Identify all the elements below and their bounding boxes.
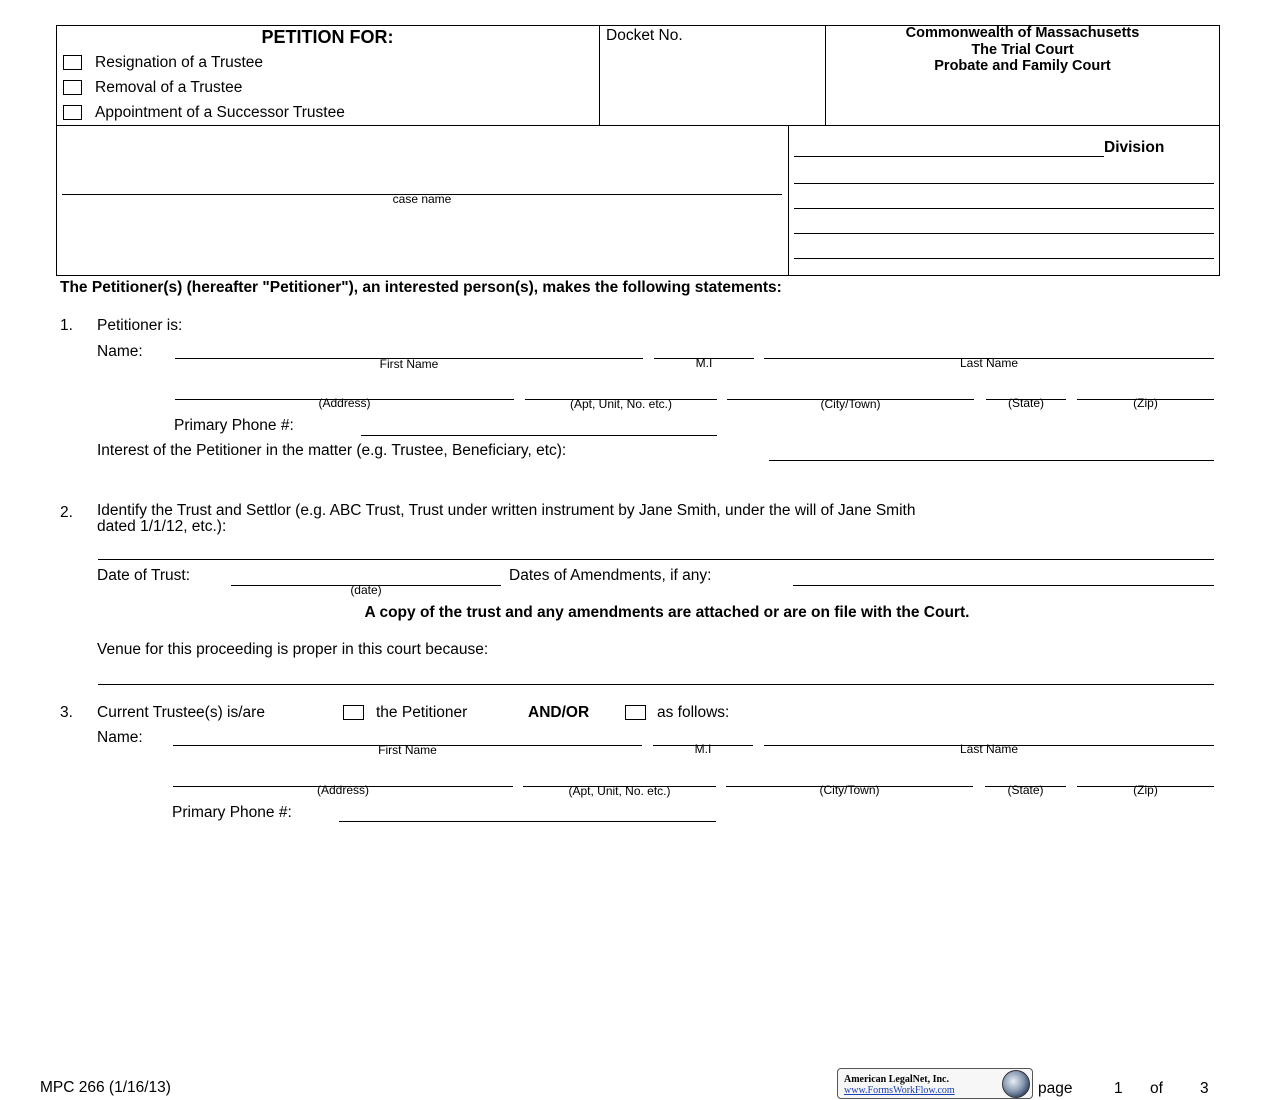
amendment-dates-input[interactable] — [793, 567, 1214, 586]
caption-zip: (Zip) — [1133, 396, 1158, 410]
section1-interest-label: Interest of the Petitioner in the matter (e.g. Trustee, Beneficiary, etc): — [97, 442, 567, 459]
intro-statement: The Petitioner(s) (hereafter "Petitioner"), an interested person(s), makes the following statements: — [60, 279, 782, 296]
caption-first-name: First Name — [379, 357, 439, 371]
trust-settlor-input[interactable] — [98, 541, 1214, 560]
section2-number: 2. — [60, 504, 73, 521]
petitioner-option-label: the Petitioner — [376, 704, 468, 721]
date-caption: (date) — [350, 583, 382, 597]
case-name-caption: case name — [392, 192, 452, 206]
date-of-trust-label: Date of Trust: — [97, 567, 191, 584]
trustee-caption-apt: (Apt, Unit, No. etc.) — [568, 784, 671, 798]
venue-reason-input[interactable] — [98, 666, 1214, 685]
trustee-phone-input[interactable] — [339, 803, 716, 822]
removal-checkbox[interactable] — [63, 80, 82, 95]
caption-address: (Address) — [318, 396, 371, 410]
page-word: page — [1038, 1080, 1073, 1097]
resignation-checkbox[interactable] — [63, 55, 82, 70]
appointment-checkbox[interactable] — [63, 105, 82, 120]
form-id: MPC 266 (1/16/13) — [40, 1079, 171, 1096]
docket-number-input[interactable] — [606, 50, 816, 68]
copy-notice: A copy of the trust and any amendments are attached or are on file with the Court. — [364, 604, 970, 621]
section1-name-label: Name: — [97, 343, 143, 360]
caption-mi: M.I — [695, 356, 713, 370]
division-label: Division — [1104, 139, 1165, 156]
logo-company-name: American LegalNet, Inc. — [844, 1074, 949, 1085]
case-divider — [788, 125, 789, 275]
trustee-caption-zip: (Zip) — [1133, 783, 1158, 797]
section2-identify-line1: Identify the Trust and Settlor (e.g. ABC Trust, Trust under written instrument by Jane Smith, under the will of Jane Smith — [97, 502, 916, 519]
division-extra-line-3 — [794, 233, 1214, 234]
trustee-caption-last-name: Last Name — [959, 742, 1019, 756]
logo-url[interactable]: www.FormsWorkFlow.com — [844, 1085, 955, 1096]
petitioner-interest-input[interactable] — [769, 442, 1214, 461]
publisher-logo[interactable] — [837, 1068, 1033, 1099]
page-total: 3 — [1200, 1080, 1209, 1097]
venue-label: Venue for this proceeding is proper in this court because: — [97, 641, 489, 658]
trustee-caption-first-name: First Name — [378, 743, 437, 757]
trustee-caption-address: (Address) — [316, 783, 369, 797]
division-extra-line-4 — [794, 258, 1214, 259]
caption-last-name: Last Name — [959, 356, 1019, 370]
section1-number: 1. — [60, 317, 73, 334]
section1-heading: Petitioner is: — [97, 317, 183, 334]
header-divider-1 — [599, 25, 600, 125]
court-line-1: Commonwealth of Massachusetts — [905, 25, 1140, 41]
division-extra-line-1 — [794, 183, 1214, 184]
petitioner-phone-input[interactable] — [361, 417, 717, 436]
division-extra-line-2 — [794, 208, 1214, 209]
trustee-caption-city: (City/Town) — [819, 783, 880, 797]
division-input[interactable] — [794, 138, 1104, 157]
caption-apt: (Apt, Unit, No. etc.) — [569, 397, 673, 411]
removal-label: Removal of a Trustee — [95, 79, 243, 96]
trustee-caption-mi: M.I — [694, 742, 712, 756]
court-line-3: Probate and Family Court — [934, 58, 1111, 74]
petition-title: PETITION FOR: — [261, 27, 394, 47]
section3-name-label: Name: — [97, 729, 143, 746]
trustee-is-petitioner-checkbox[interactable] — [343, 705, 364, 720]
page-number: 1 — [1114, 1080, 1123, 1097]
section1-phone-label: Primary Phone #: — [174, 417, 294, 434]
page-of-word: of — [1150, 1080, 1163, 1097]
caption-state: (State) — [1007, 396, 1044, 410]
andor-label: AND/OR — [528, 704, 590, 721]
globe-icon — [1002, 1070, 1030, 1098]
resignation-label: Resignation of a Trustee — [95, 54, 264, 71]
trustee-caption-state: (State) — [1007, 783, 1044, 797]
trustee-as-follows-checkbox[interactable] — [625, 705, 646, 720]
docket-label: Docket No. — [606, 27, 683, 44]
section3-number: 3. — [60, 704, 73, 721]
caption-city: (City/Town) — [820, 397, 881, 411]
section3-phone-label: Primary Phone #: — [172, 804, 292, 821]
section3-current-label: Current Trustee(s) is/are — [97, 704, 265, 721]
appointment-label: Appointment of a Successor Trustee — [95, 104, 345, 121]
amendments-label: Dates of Amendments, if any: — [509, 567, 712, 584]
court-line-2: The Trial Court — [971, 42, 1074, 58]
follows-option-label: as follows: — [657, 704, 730, 721]
section2-identify-line2: dated 1/1/12, etc.): — [97, 518, 227, 535]
